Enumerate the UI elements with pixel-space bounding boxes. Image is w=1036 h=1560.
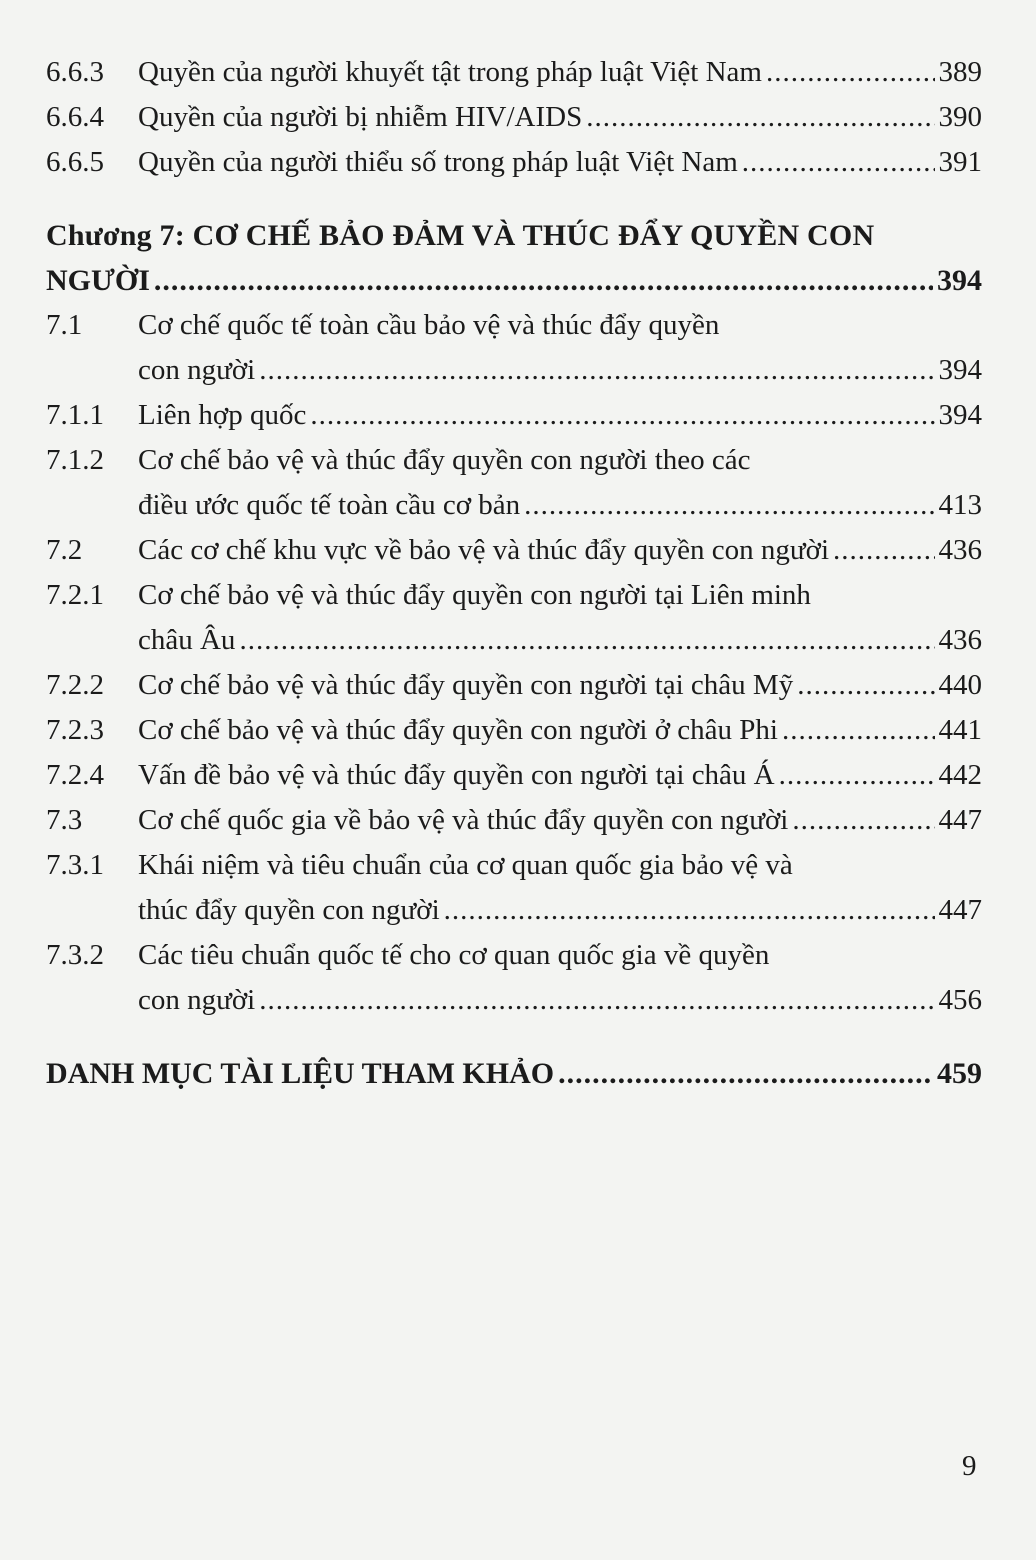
toc-entry-continuation <box>46 978 982 1023</box>
toc-entry-continuation <box>46 618 982 663</box>
entry-page: 394 <box>938 399 982 431</box>
entry-page: 456 <box>938 984 982 1016</box>
entry-page: 440 <box>938 669 982 701</box>
chapter-page: 394 <box>937 264 982 297</box>
entry-title: Các cơ chế khu vực về bảo vệ và thúc đẩy quyền con người <box>138 534 830 566</box>
entry-title: thúc đẩy quyền con người <box>138 894 440 926</box>
entry-number: 7.2.3 <box>46 714 104 746</box>
entry-title: Cơ chế bảo vệ và thúc đẩy quyền con người tại Liên minh <box>138 579 811 611</box>
entry-title: Quyền của người thiểu số trong pháp luật Việt Nam <box>138 146 738 178</box>
toc-entry <box>46 663 982 708</box>
entry-title: Cơ chế quốc tế toàn cầu bảo vệ và thúc đẩy quyền <box>138 309 720 341</box>
leader-dots <box>259 348 934 393</box>
leader-dots <box>444 888 935 933</box>
bibliography-entry <box>46 1051 982 1096</box>
toc-entry-continuation <box>46 348 982 393</box>
entry-number: 7.3.1 <box>46 849 104 881</box>
entry-page: 389 <box>938 56 982 88</box>
entry-title: Cơ chế bảo vệ và thúc đẩy quyền con người tại châu Mỹ <box>138 669 794 701</box>
entry-title: Các tiêu chuẩn quốc tế cho cơ quan quốc gia về quyền <box>138 939 770 971</box>
entry-number: 6.6.3 <box>46 56 104 88</box>
page-number: 9 <box>962 1450 977 1482</box>
leader-dots <box>782 708 935 753</box>
entry-page: 390 <box>938 101 982 133</box>
leader-dots <box>833 528 934 573</box>
entry-title: Cơ chế bảo vệ và thúc đẩy quyền con người theo các <box>138 444 751 476</box>
leader-dots <box>558 1051 933 1096</box>
toc-entry <box>46 95 982 140</box>
leader-dots <box>792 798 934 843</box>
leader-dots <box>766 50 935 95</box>
entry-title: con người <box>138 354 256 386</box>
entry-title: Cơ chế bảo vệ và thúc đẩy quyền con người ở châu Phi <box>138 714 778 746</box>
leader-dots <box>524 483 934 528</box>
entry-number: 6.6.4 <box>46 101 104 133</box>
entry-page: 436 <box>938 534 982 566</box>
entry-title: điều ước quốc tế toàn cầu cơ bản <box>138 489 521 521</box>
entry-number: 7.3 <box>46 804 83 836</box>
toc-entry <box>46 303 982 348</box>
bibliography-page: 459 <box>937 1057 982 1090</box>
entry-title: Khái niệm và tiêu chuẩn của cơ quan quốc gia bảo vệ và <box>138 849 793 881</box>
entry-number: 7.1 <box>46 309 83 341</box>
entry-title: Quyền của người khuyết tật trong pháp luật Việt Nam <box>138 56 762 88</box>
entry-number: 7.1.1 <box>46 399 104 431</box>
entry-page: 394 <box>938 354 982 386</box>
toc-entry <box>46 50 982 95</box>
toc-entry <box>46 708 982 753</box>
toc-entry <box>46 393 982 438</box>
chapter-heading-line2 <box>46 258 982 303</box>
entry-page: 413 <box>938 489 982 521</box>
entry-page: 391 <box>938 146 982 178</box>
toc-entry-continuation <box>46 888 982 933</box>
entry-title: Quyền của người bị nhiễm HIV/AIDS <box>138 101 583 133</box>
entry-number: 7.2.2 <box>46 669 104 701</box>
leader-dots <box>259 978 934 1023</box>
chapter-title-end: NGƯỜI <box>46 264 150 297</box>
toc-entry <box>46 528 982 573</box>
toc-entry <box>46 843 982 888</box>
table-of-contents <box>46 50 982 1096</box>
leader-dots <box>779 753 935 798</box>
toc-entry <box>46 933 982 978</box>
entry-page: 442 <box>938 759 982 791</box>
entry-page: 436 <box>938 624 982 656</box>
entry-number: 7.3.2 <box>46 939 104 971</box>
chapter-heading: Chương 7: CƠ CHẾ BẢO ĐẢM VÀ THÚC ĐẨY QUYỀN CON <box>46 219 875 252</box>
entry-title: con người <box>138 984 256 1016</box>
leader-dots <box>586 95 934 140</box>
leader-dots <box>310 393 934 438</box>
entry-page: 447 <box>938 804 982 836</box>
toc-entry-continuation <box>46 483 982 528</box>
entry-title: Vấn đề bảo vệ và thúc đẩy quyền con người tại châu Á <box>138 759 775 791</box>
entry-number: 7.2.4 <box>46 759 104 791</box>
entry-page: 441 <box>938 714 982 746</box>
leader-dots <box>239 618 934 663</box>
entry-title: Cơ chế quốc gia về bảo vệ và thúc đẩy quyền con người <box>138 804 789 836</box>
toc-entry <box>46 573 982 618</box>
bibliography-title: DANH MỤC TÀI LIỆU THAM KHẢO <box>46 1057 555 1090</box>
entry-number: 7.1.2 <box>46 444 104 476</box>
leader-dots <box>797 663 934 708</box>
entry-page: 447 <box>938 894 982 926</box>
leader-dots <box>154 258 933 303</box>
entry-title: châu Âu <box>138 624 236 656</box>
toc-entry <box>46 753 982 798</box>
toc-entry <box>46 140 982 185</box>
entry-title: Liên hợp quốc <box>138 399 307 431</box>
entry-number: 6.6.5 <box>46 146 104 178</box>
toc-entry <box>46 438 982 483</box>
entry-number: 7.2 <box>46 534 83 566</box>
leader-dots <box>742 140 935 185</box>
toc-entry <box>46 798 982 843</box>
entry-number: 7.2.1 <box>46 579 104 611</box>
